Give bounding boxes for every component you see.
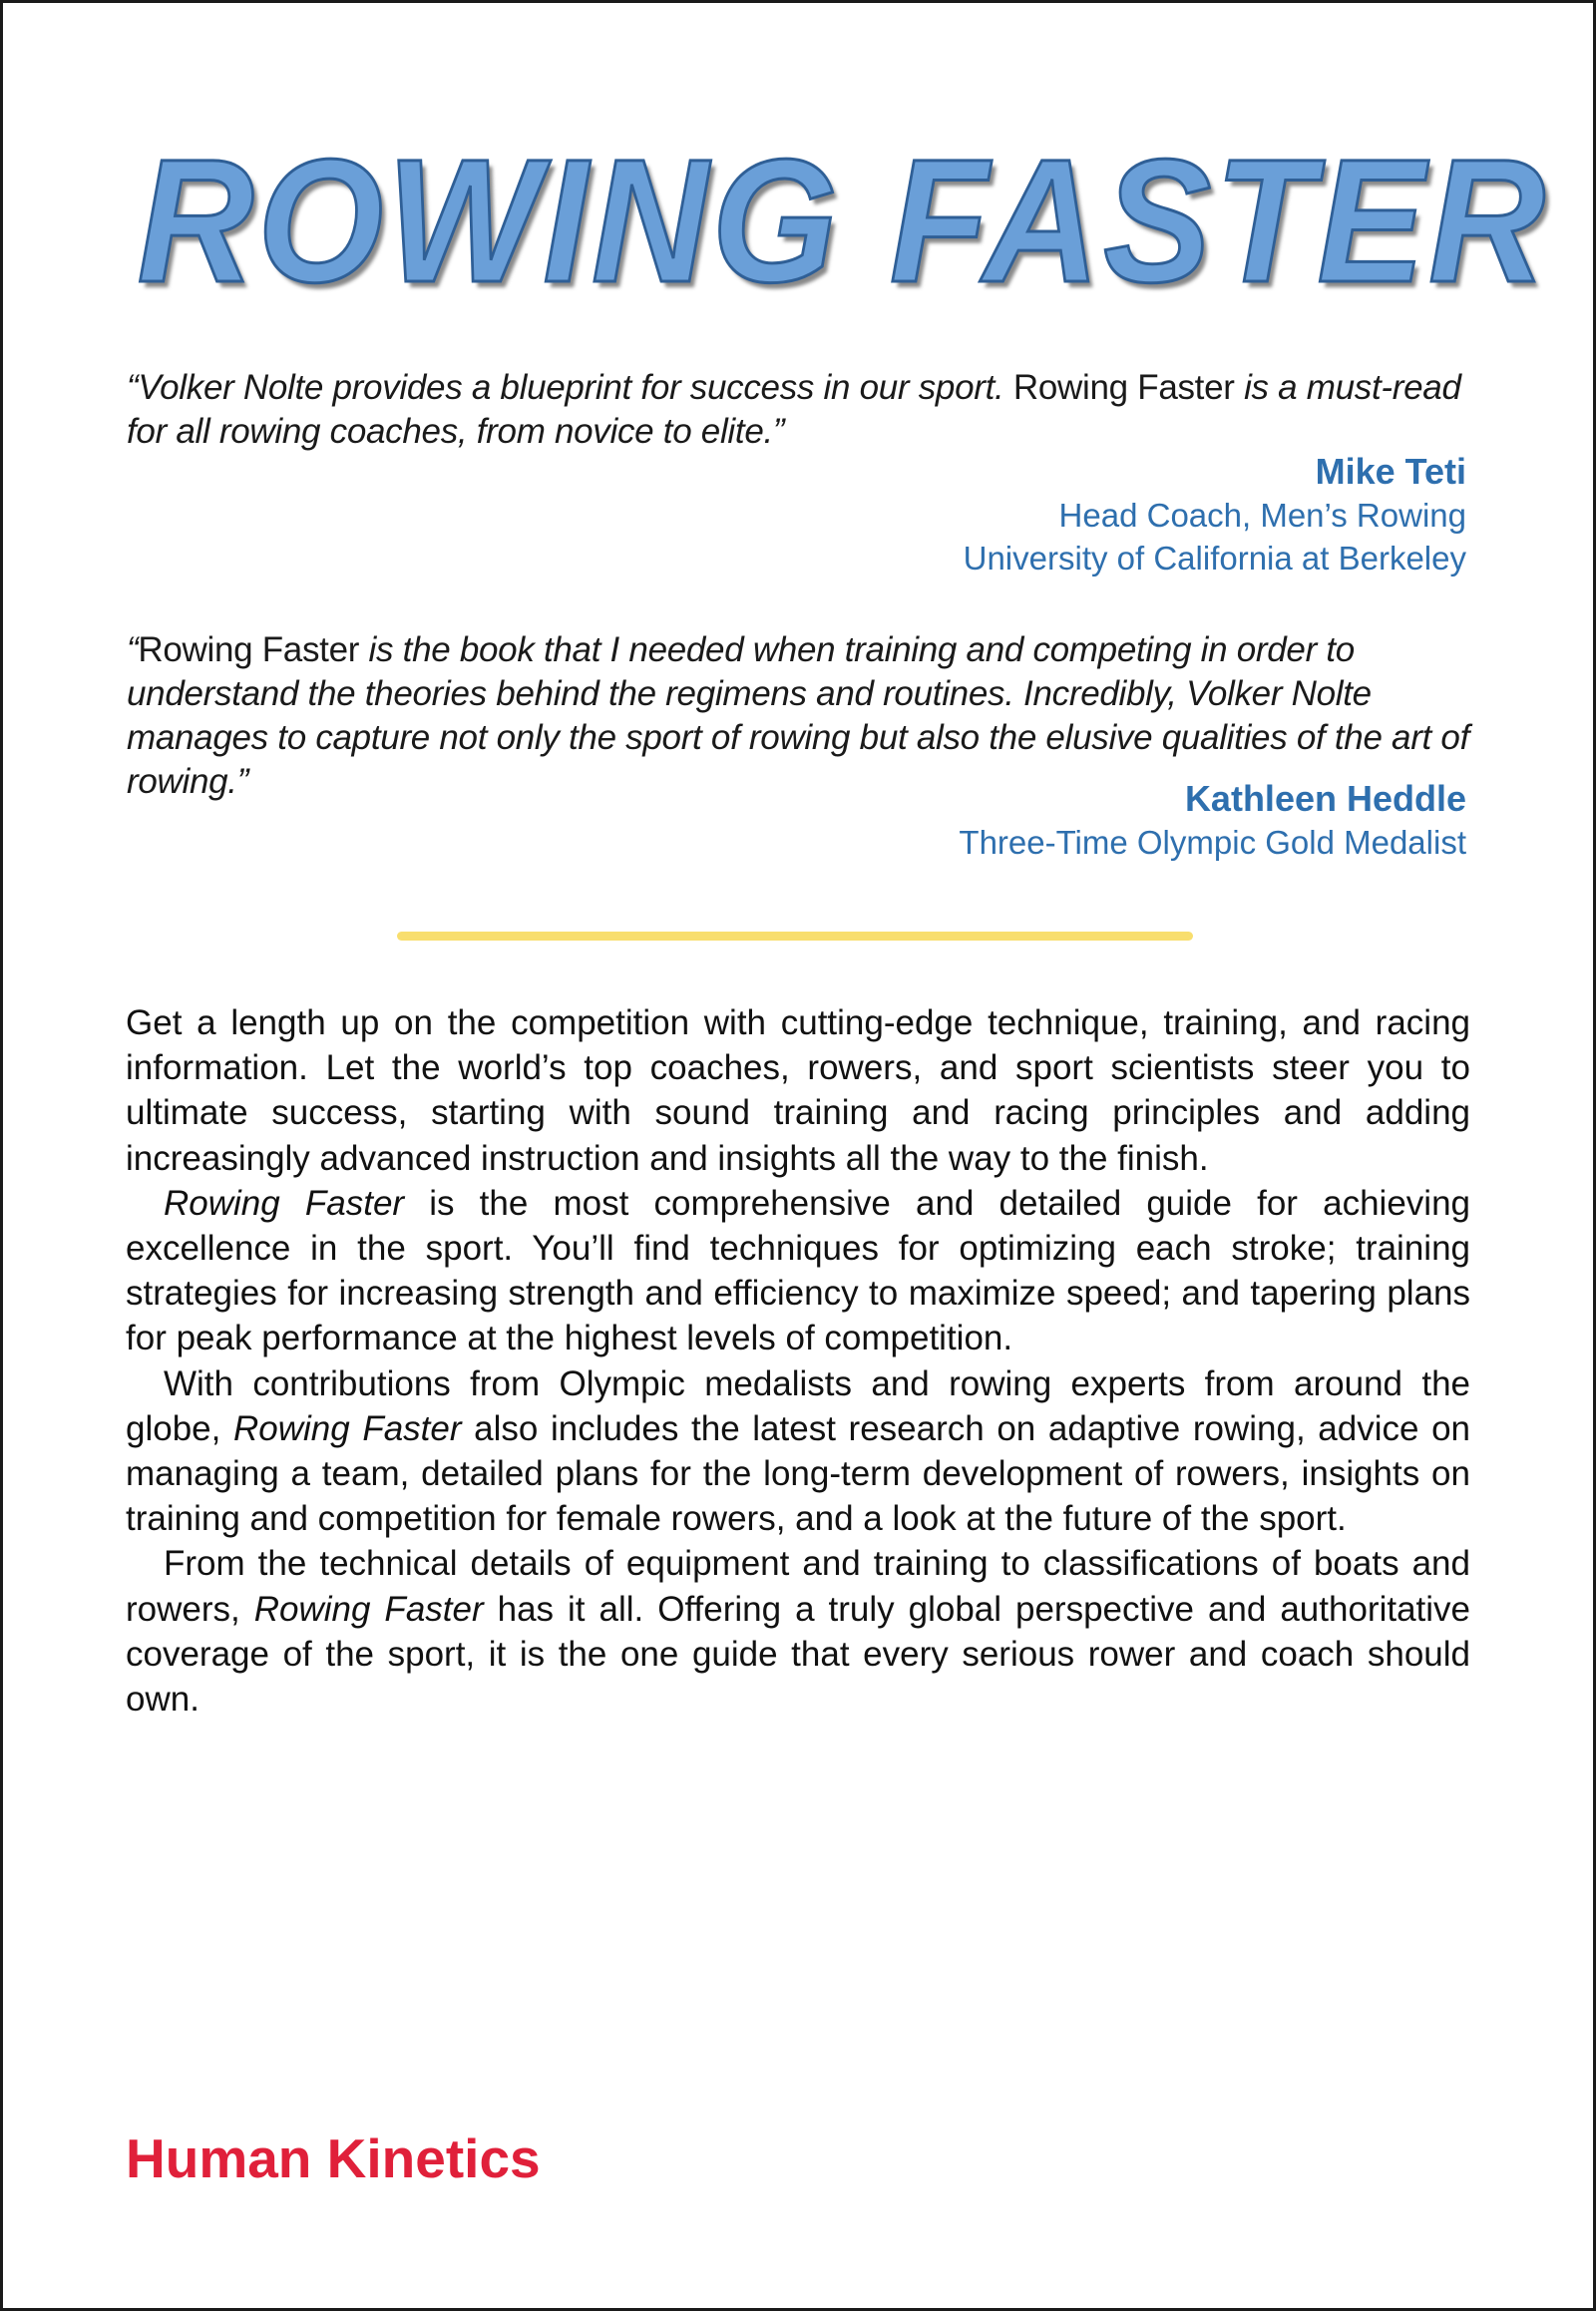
- paragraph-text: is the most comprehensive and detailed guide for achieving excellence in the sport. You’ll find techniques for optimizing each stroke; training strategies for increasing strength and efficiency to maximize speed; and tapering plans for peak performance at the highest levels of competition.: [126, 1183, 1470, 1358]
- endorser-affiliation: University of California at Berkeley: [963, 540, 1466, 577]
- description-paragraph-4: [126, 1541, 1470, 1722]
- endorser-name: Kathleen Heddle: [1184, 778, 1466, 819]
- paragraph-text: From the technical details of equipment and training to classifications of boats and rowers,: [126, 1544, 1470, 1629]
- quote-text-before: “: [127, 630, 139, 669]
- paragraph-text: has it all. Offering a truly global perspective and authoritative coverage of the sport, it is the one guide that every serious rower and coach should own.: [126, 1589, 1471, 1720]
- testimonial-attribution-2: [959, 777, 1466, 864]
- description-paragraph-1: Get a length up on the competition with cutting-edge technique, training, and racing information. Let the world’s top coaches, rowers, and sport scientists steer you to ultimate success, starting with sound training and racing principles and adding increasingly advanced instruction and insights all the way to the finish.: [126, 1003, 1470, 1178]
- description-paragraph-2: [126, 1181, 1470, 1361]
- description-paragraph-3: [126, 1361, 1470, 1542]
- quote-book-title: Rowing Faster: [1012, 368, 1235, 407]
- testimonial-attribution-1: [964, 450, 1466, 579]
- testimonial-quote-1: [127, 366, 1469, 454]
- quote-text-before: “Volker Nolte provides a blueprint for success in our sport.: [127, 368, 1004, 407]
- paragraph-text: also includes the latest research on adaptive rowing, advice on managing a team, detailed plans for the long-term development of rowers, insights on training and competition for female rowers, and a look at the future of the sport.: [126, 1408, 1471, 1539]
- publisher-logo-text: Human Kinetics: [126, 2127, 541, 2189]
- endorser-role: Three-Time Olympic Gold Medalist: [959, 824, 1466, 861]
- inline-book-title: Rowing Faster: [253, 1589, 484, 1629]
- endorser-name: Mike Teti: [1315, 451, 1466, 492]
- quote-text-after: is a must-read for all rowing coaches, from novice to elite.”: [127, 368, 1461, 451]
- inline-book-title: Rowing Faster: [232, 1408, 462, 1448]
- paragraph-text: With contributions from Olympic medalists and rowing experts from around the globe,: [126, 1363, 1470, 1448]
- quote-text-after: is the book that I needed when training and competing in order to understand the theories behind the regimens and routines. Incredibly, Volker Nolte manages to capture not only the sport of rowing but also the elusive qualities of the art of rowing.”: [127, 630, 1469, 801]
- inline-book-title: Rowing Faster: [164, 1183, 405, 1223]
- book-description: [126, 1000, 1470, 1722]
- book-title: ROWING FASTER: [137, 124, 1549, 319]
- quote-book-title: Rowing Faster: [138, 630, 360, 669]
- section-divider: [397, 932, 1193, 941]
- endorser-role: Head Coach, Men’s Rowing: [1058, 497, 1466, 534]
